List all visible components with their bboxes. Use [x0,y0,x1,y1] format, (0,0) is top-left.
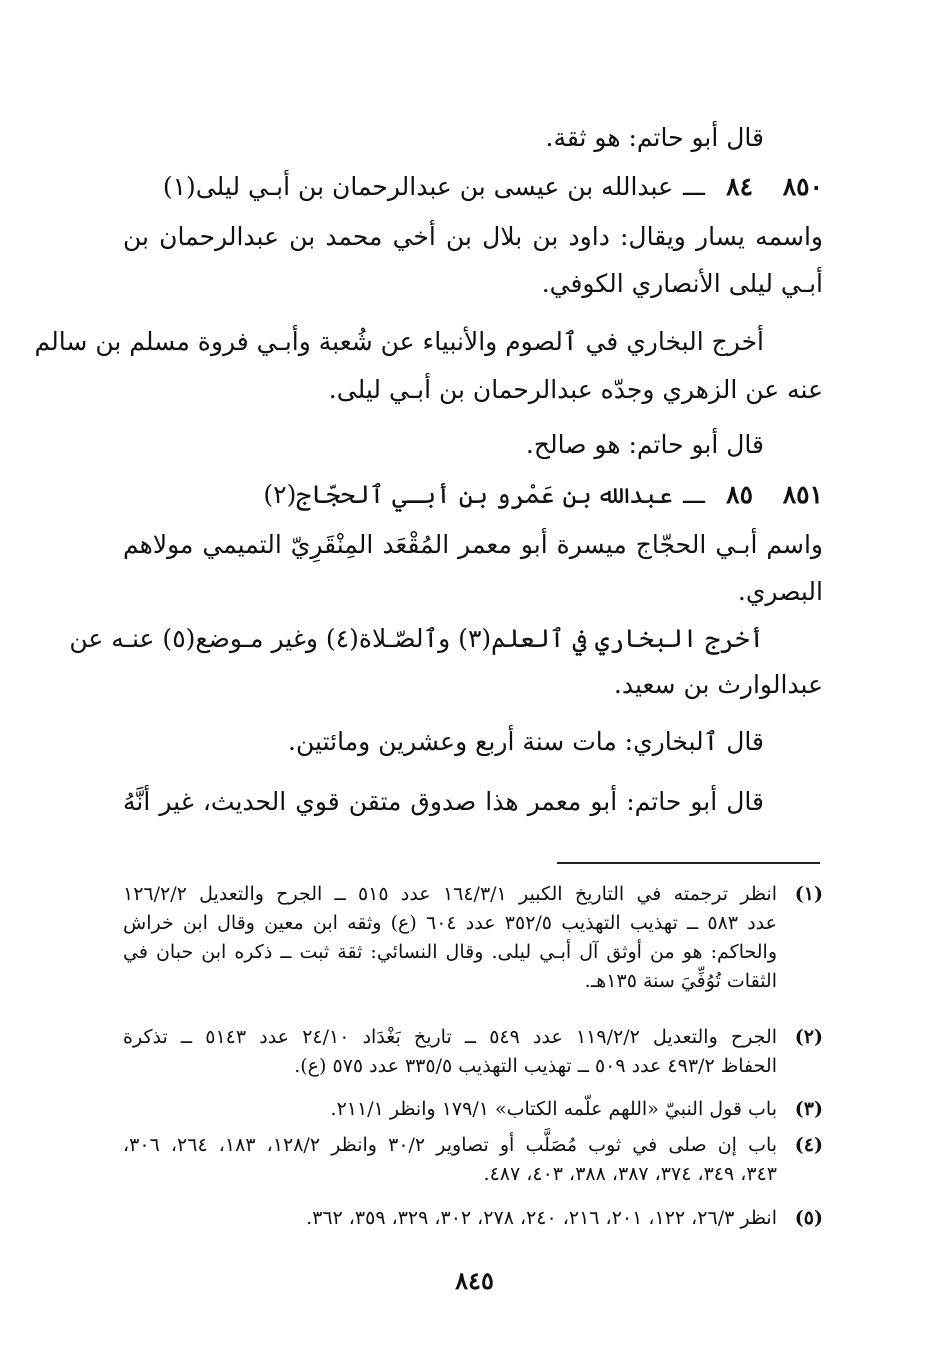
entry-dash: ـــ [683,172,705,201]
footnote-line: انظر ٢٦/٣، ١٢٢، ٢٠١، ٢١٦، ٢٤٠، ٢٧٨، ٣٠٢، ٣٢٩، ٣٥٩، ٣٦٢. [306,1207,777,1229]
text-line: عبدالوارث بن سعيد. [613,670,823,699]
entry-name: عبدالله بن عَمْرو بن أبـي ٱلحجّاج(٢) [263,480,673,509]
footnote-number: (٢) [794,1026,823,1048]
text-line: واسم أبـي الحجّاج ميسرة أبو معمر المُقْعَد المِنْقَرِيّ التميمي مولاهم [123,530,823,559]
footnote-number: (٣) [794,1098,823,1120]
footnote-line: باب قول النبيّ «اللهم علّمه الكتاب» ١٧٩/١ وانظر ٢١١/١. [330,1098,777,1120]
text-line: أبـي ليلى الأنصاري الكوفي. [541,269,823,298]
footnote-line: الجرح والتعديل ١١٩/٢/٢ عدد ٥٤٩ ــ تاريخ بَغْدَاد ٢٤/١٠ عدد ٥١٤٣ ــ تذكرة [123,1026,778,1048]
text-line: قال ٱلبخاري: مات سنة أربع وعشرين ومائتين. [288,727,764,756]
entry-serial-number: ٨٥١ [782,480,823,509]
footnote-line: انظر ترجمته في التاريخ الكبير ١٦٤/٣/١ عدد ٥١٥ ــ الجرح والتعديل ١٢٦/٢/٢ [123,883,777,905]
text-line: البصري. [737,577,823,606]
footnote-line: ٣٤٣، ٣٤٩، ٣٧٤، ٣٨٧، ٣٨٨، ٤٠٣، ٤٨٧. [483,1163,777,1185]
text-line: قال أبو حاتم: هو ثقة. [545,123,764,152]
entry-dash: ـــ [683,480,705,509]
page-number: ٨٤٥ [455,1266,494,1295]
footnote-line: عدد ٥٨٣ ــ تهذيب التهذيب ٣٥٢/٥ عدد ٦٠٤ (ع) وثقه ابن معين وقال ابن خراش [123,912,777,934]
footnote-1 [123,880,823,996]
footnote-line: الثقات تُوُفِّيَ سنة ١٣٥هـ. [584,970,777,992]
text-line: قال أبو حاتم: هو صالح. [525,430,764,459]
footnote-2 [123,1023,823,1081]
footnote-line: والحاكم: هو من أوثق آل أبـي ليلى. وقال النسائي: ثقة ثبت ــ ذكره ابن حبان في [123,941,777,963]
footnote-3 [123,1095,823,1124]
text-line: قال أبو حاتم: أبو معمر هذا صدوق متقن قوي الحديث، غير أنَّهُ [123,787,764,816]
entry-sub-number: ٨٤ [726,172,753,201]
text-line: أخرج البخاري في ٱلعلم(٣) وٱلصّـلاة(٤) وغير مـوضع(٥) عنـه عن [69,624,764,653]
footnote-5 [123,1204,823,1233]
entry-serial-number: ٨٥٠ [782,172,823,201]
footnote-number: (٤) [794,1134,823,1156]
footnote-number: (١) [794,883,823,905]
footnote-line: الحفاظ ٤٩٣/٢ عدد ٥٠٩ ــ تهذيب التهذيب ٣٣٥/٥ عدد ٥٧٥ (ع). [294,1055,777,1077]
text-line: واسمه يسار ويقال: داود بن بلال بن أخي محمد بن عبدالرحمان بن [123,222,823,251]
footnote-separator [557,862,820,864]
footnote-4 [123,1131,823,1189]
footnote-line: باب إن صلى في ثوب مُصَلَّب أو تصاوير ٣٠/٢ وانظر ١٢٨/٢، ١٨٣، ٢٦٤، ٣٠٦، [123,1134,778,1156]
text-line: عنه عن الزهري وجدّه عبدالرحمان بن أبـي ليلى. [328,375,823,404]
text-line: أخرج البخاري في ٱلصوم والأنبياء عن شُعبة وأبـي فروة مسلم بن سالم [34,327,764,356]
footnote-number: (٥) [794,1207,823,1229]
entry-sub-number: ٨٥ [726,480,753,509]
entry-name: عبدالله بن عيسى بن عبدالرحمان بن أبـي ليلى(١) [162,172,673,201]
